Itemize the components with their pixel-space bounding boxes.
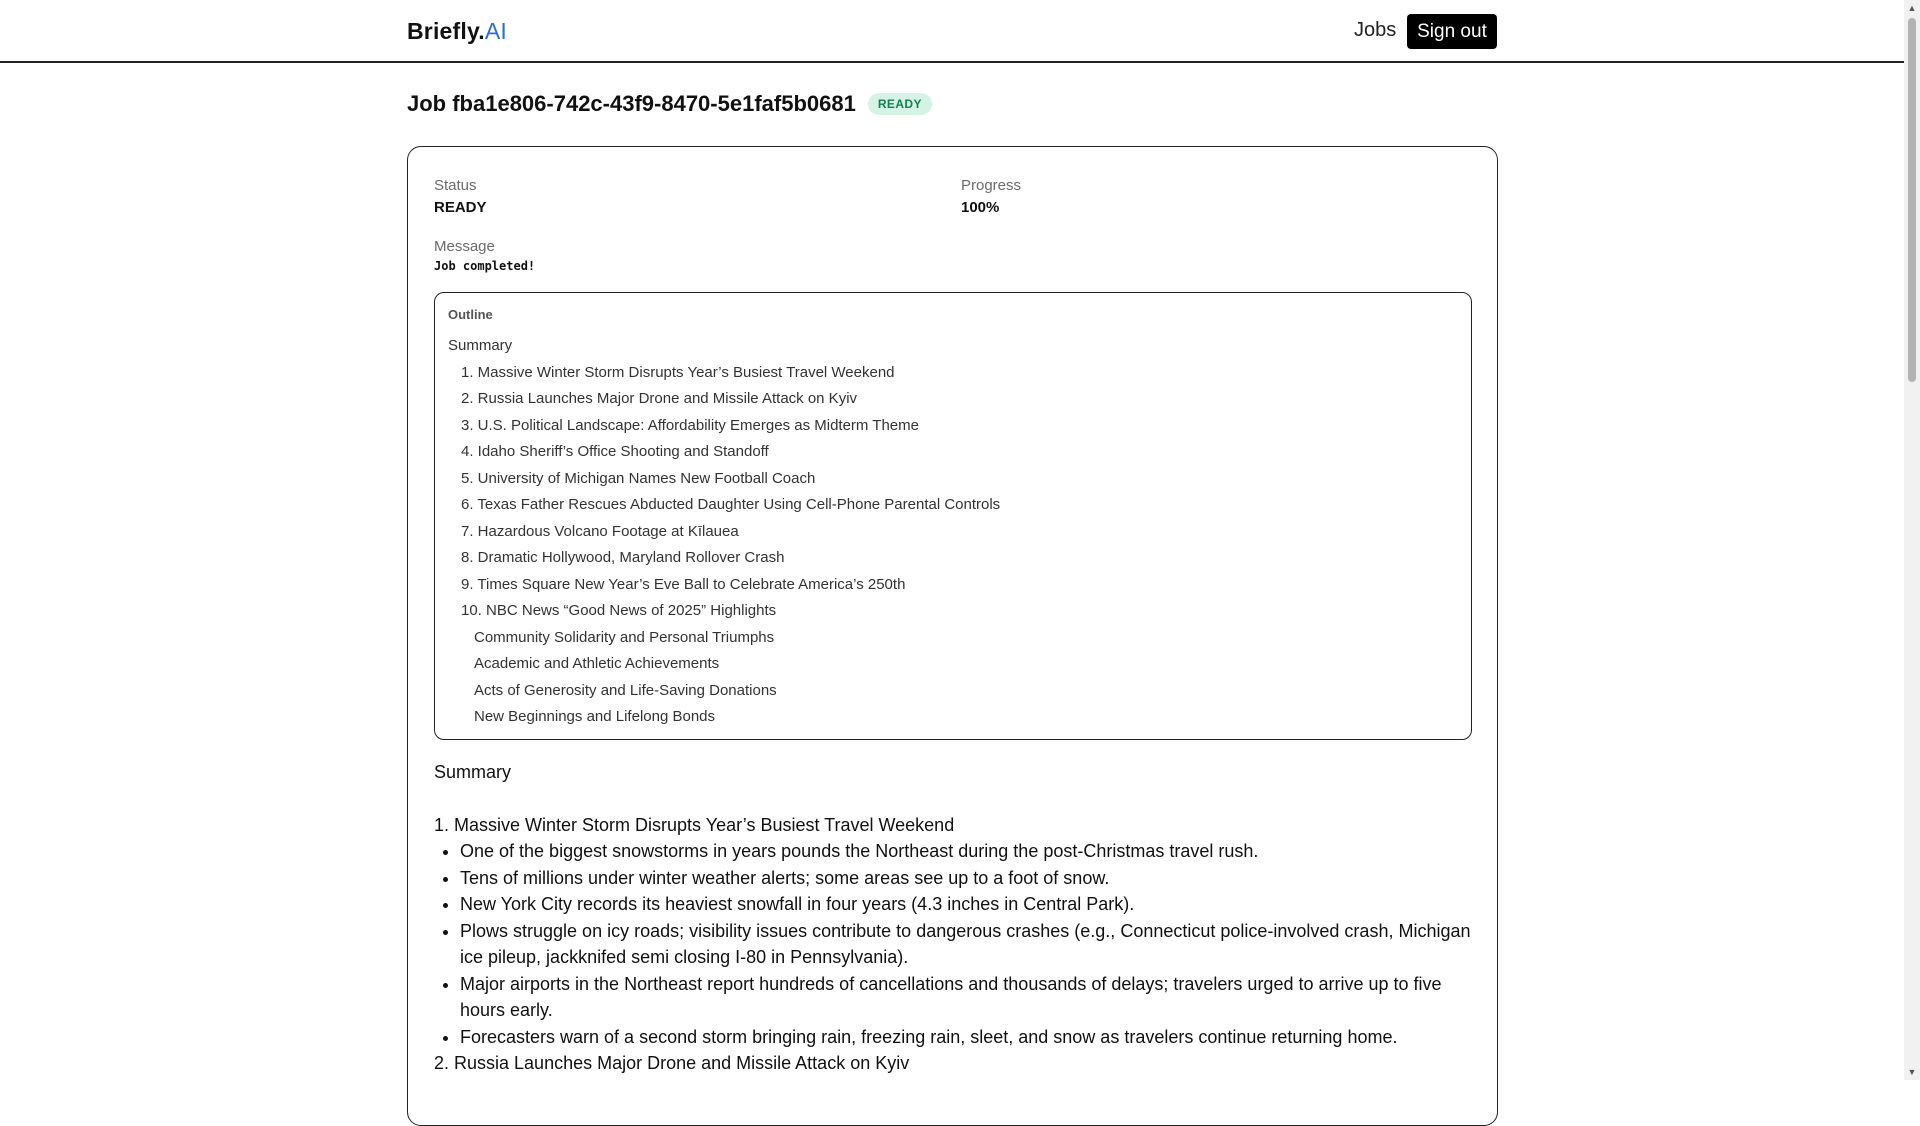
list-item: • New York City records its heaviest snowfall in four years (4.3 inches in Central Park). [460,891,1474,918]
section-heading: 1. Massive Winter Storm Disrupts Year’s Busiest Travel Weekend [434,815,955,835]
outline-item[interactable]: 9. Times Square New Year’s Eve Ball to Celebrate America’s 250th [461,575,906,593]
section-heading: 2. Russia Launches Major Drone and Missile Attack on Kyiv [434,1053,910,1073]
page-scrollbar[interactable] [1904,0,1920,1080]
outline-title: Outline [448,307,493,322]
list-item: • Major airports in the Northeast report hundreds of cancellations and thousands of delays; travelers urged to arrive up to five hours early. [460,971,1474,1024]
top-navbar [0,0,1904,63]
list-item: • One of the biggest snowstorms in years pounds the Northeast during the post-Christmas travel rush. [460,838,1474,865]
job-title-text: Job fba1e806-742c-43f9-8470-5e1faf5b0681 [407,91,856,116]
brand-logo[interactable] [407,18,507,45]
status-value: READY [434,199,487,216]
scroll-up-arrow-icon[interactable]: ▲ [1907,3,1917,13]
scrollbar-thumb[interactable] [1908,18,1916,382]
nav-link-jobs[interactable]: Jobs [1354,19,1397,41]
outline-item[interactable]: New Beginnings and Lifelong Bonds [474,708,716,725]
list-item: • Forecasters warn of a second storm bringing rain, freezing rain, sleet, and snow as travelers continue returning home. [460,1024,1474,1051]
outline-item[interactable]: 4. Idaho Sheriff’s Office Shooting and Standoff [461,443,769,460]
list-item: • Plows struggle on icy roads; visibility issues contribute to dangerous crashes (e.g., Connecticut police-involved crash, Michigan ice pileup, jackknifed semi closing I-80 in Pennsylvania). [460,918,1474,971]
progress-label: Progress [961,177,1022,194]
outline-item[interactable]: 6. Texas Father Rescues Abducted Daughter Using Cell-Phone Parental Controls [461,496,1001,513]
status-label: Status [434,177,477,194]
outline-panel [434,292,1472,740]
progress-value: 100% [961,199,1000,216]
section-bullet-list [434,838,1474,1050]
summary-heading: Summary [434,762,512,782]
brand-main-text: Briefly. [407,18,485,44]
job-detail-card [407,146,1498,1126]
outline-item[interactable]: 1. Massive Winter Storm Disrupts Year’s Busiest Travel Weekend [461,363,895,381]
outline-item[interactable]: Acts of Generosity and Life-Saving Donations [474,681,777,699]
page-title [407,91,932,117]
outline-item[interactable]: 2. Russia Launches Major Drone and Missile Attack on Kyiv [461,390,858,407]
message-value: Job completed! [434,259,536,273]
list-item: • Tens of millions under winter weather alerts; some areas see up to a foot of snow. [460,865,1474,892]
scroll-down-arrow-icon[interactable]: ▼ [1907,1067,1917,1077]
sign-out-button[interactable]: Sign out [1407,14,1497,49]
report-content [434,759,1474,1076]
outline-item[interactable]: Academic and Athletic Achievements [474,655,720,672]
outline-item[interactable]: 10. NBC News “Good News of 2025” Highlights [461,602,777,619]
brand-accent-text: AI [484,18,508,44]
message-label: Message [434,238,495,255]
outline-item[interactable]: 5. University of Michigan Names New Football Coach [461,469,816,487]
outline-list [448,333,1000,731]
outline-item[interactable]: 8. Dramatic Hollywood, Maryland Rollover Crash [461,549,785,566]
outline-item[interactable]: 3. U.S. Political Landscape: Affordability Emerges as Midterm Theme [461,416,919,434]
status-badge: READY [868,93,932,115]
outline-item[interactable]: Summary [448,337,513,354]
outline-item[interactable]: 7. Hazardous Volcano Footage at Kīlauea [461,522,739,540]
outline-item[interactable]: Community Solidarity and Personal Triumphs [474,628,775,646]
